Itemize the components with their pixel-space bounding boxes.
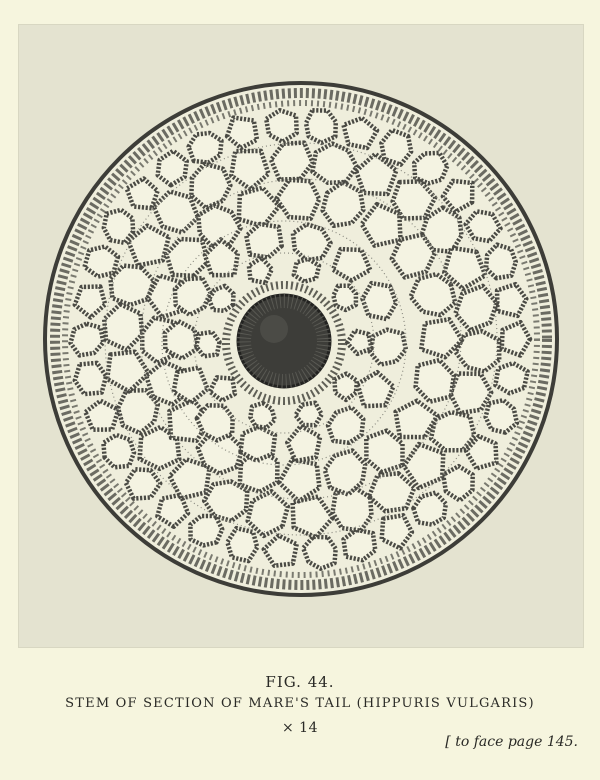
- air-chamber: [502, 322, 530, 355]
- air-chamber: [165, 321, 198, 359]
- figure-magnification: × 14: [282, 720, 318, 736]
- air-chamber: [126, 469, 160, 498]
- air-chamber: [75, 363, 106, 394]
- air-chamber: [166, 239, 208, 276]
- micrograph-plate: [18, 24, 584, 648]
- air-chamber: [413, 493, 446, 525]
- figure-title: STEM OF SECTION OF MARE'S TAIL (HIPPURIS VULGARIS): [65, 696, 535, 711]
- air-chamber: [85, 247, 119, 277]
- air-chamber: [271, 143, 313, 180]
- stem-section-illustration: [19, 25, 583, 647]
- air-chamber: [416, 360, 454, 402]
- air-chamber: [250, 403, 274, 428]
- facing-page-note: [ to face page 145.: [445, 734, 578, 750]
- stele-highlight: [260, 315, 288, 343]
- air-chamber: [227, 528, 257, 561]
- figure-number: FIG. 44.: [265, 673, 335, 691]
- air-chamber: [486, 400, 517, 432]
- air-chamber: [196, 332, 219, 356]
- stem-cross-section: [45, 83, 557, 595]
- air-chamber: [104, 210, 133, 243]
- air-chamber: [209, 286, 234, 311]
